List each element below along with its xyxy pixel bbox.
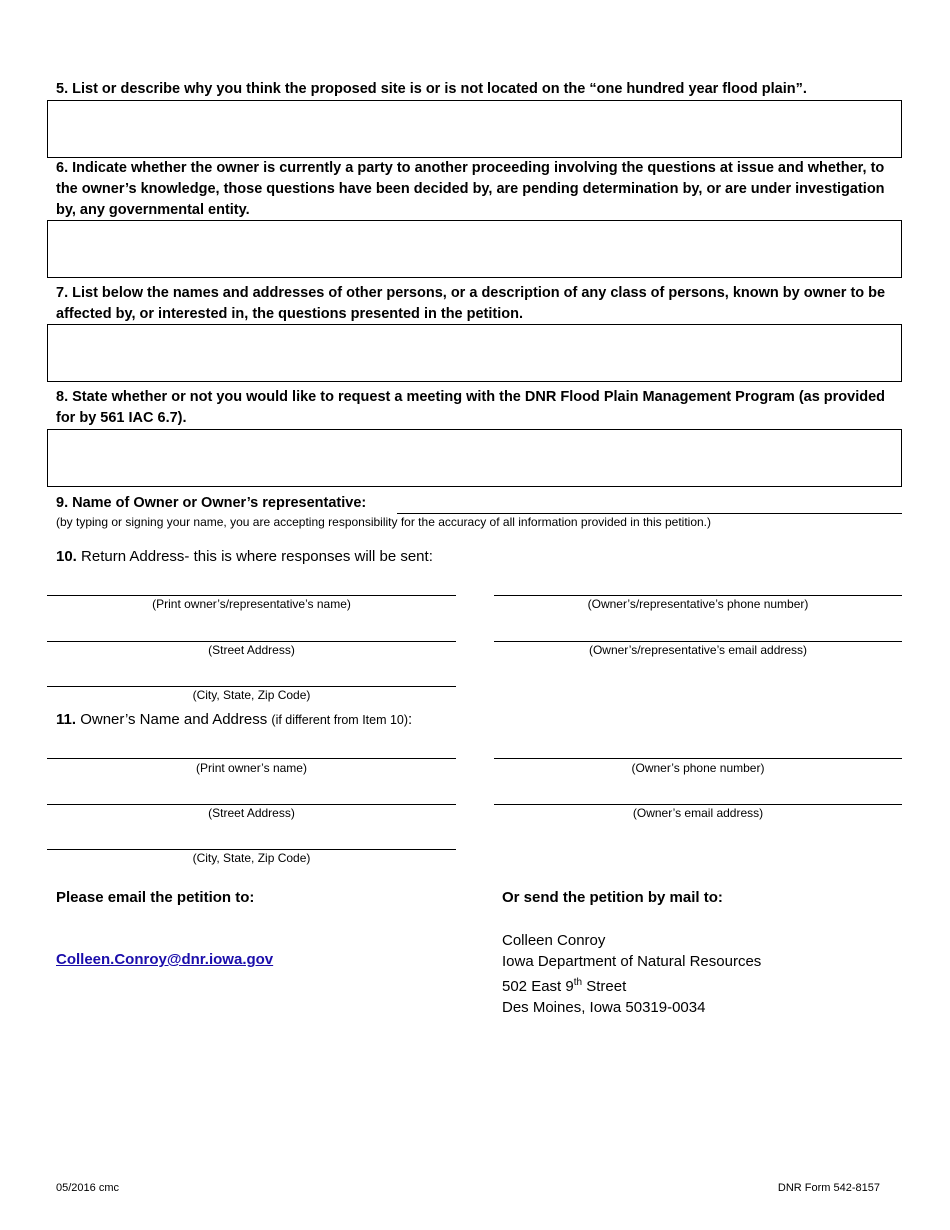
item-11-email-line[interactable] <box>494 804 902 805</box>
footer-date: 05/2016 cmc <box>56 1182 119 1194</box>
email-link-wrapper <box>56 951 273 969</box>
question-7-label: 7. List below the names and addresses of other persons, or a description of any class of persons, known by owner to be affected by, or interested in, the questions presented in the petition. <box>56 285 886 322</box>
question-6-label: 6. Indicate whether the owner is currently a party to another proceeding involving the questions at issue and whether, to the owner’s knowledge, those questions have been decided by, are pending determination by, or are under investigation by, any governmental entity. <box>56 160 885 218</box>
question-6-answer-box[interactable] <box>47 220 902 278</box>
question-5-answer-box[interactable] <box>47 100 902 158</box>
item-10-label: Return Address- this is where responses will be sent: <box>81 548 433 565</box>
item-11-name-caption: (Print owner’s name) <box>196 761 307 775</box>
item-10-street-caption: (Street Address) <box>208 643 295 657</box>
item-10-name-caption: (Print owner’s/representative’s name) <box>152 597 351 611</box>
item-11-label: Owner’s Name and Address <box>80 711 268 728</box>
item-10-heading <box>56 548 433 565</box>
footer-form-number: DNR Form 542-8157 <box>777 1182 880 1194</box>
item-11-name-line[interactable] <box>47 758 456 759</box>
item-10-number: 10. <box>56 548 77 565</box>
item-11-city-line[interactable] <box>47 849 456 850</box>
item-11-note: (if different from Item 10) <box>271 713 409 727</box>
item-10-city-line[interactable] <box>47 686 456 687</box>
item-11-colon: : <box>408 711 413 728</box>
item-10-phone-caption: (Owner’s/representative’s phone number) <box>587 597 809 611</box>
mail-street-number: 502 East 9 <box>502 978 574 995</box>
question-7-answer-box[interactable] <box>47 324 902 382</box>
mail-org: Iowa Department of Natural Resources <box>502 953 762 970</box>
item-11-email-caption: (Owner’s email address) <box>632 806 764 820</box>
mail-street <box>502 972 761 997</box>
email-heading: Please email the petition to: <box>56 889 255 906</box>
question-9-note: (by typing or signing your name, you are accepting responsibility for the accuracy of all information provided in this petition.) <box>56 515 712 529</box>
item-10-city-caption: (City, State, Zip Code) <box>192 688 311 702</box>
question-8-label: 8. State whether or not you would like to request a meeting with the DNR Flood Plain Management Program (as provided for by 561 IAC 6.7). <box>56 389 886 426</box>
owner-name-signature-line[interactable] <box>397 513 902 514</box>
mail-heading: Or send the petition by mail to: <box>502 889 723 906</box>
item-10-name-line[interactable] <box>47 595 456 596</box>
mailing-address <box>502 930 761 1018</box>
item-11-city-caption: (City, State, Zip Code) <box>192 851 311 865</box>
item-10-email-caption: (Owner’s/representative’s email address) <box>588 643 808 657</box>
email-link[interactable]: Colleen.Conroy@dnr.iowa.gov <box>56 951 274 968</box>
mail-street-rest: Street <box>582 978 627 995</box>
mail-name: Colleen Conroy <box>502 932 606 949</box>
item-11-street-line[interactable] <box>47 804 456 805</box>
mail-street-suffix: th <box>573 977 583 988</box>
question-9-label: 9. Name of Owner or Owner’s representative: <box>56 495 367 511</box>
question-5-label: 5. List or describe why you think the proposed site is or is not located on the “one hundred year flood plain”. <box>56 81 807 97</box>
item-11-number: 11. <box>56 711 77 728</box>
item-11-street-caption: (Street Address) <box>208 806 295 820</box>
mail-city: Des Moines, Iowa 50319-0034 <box>502 999 706 1016</box>
item-11-phone-line[interactable] <box>494 758 902 759</box>
item-10-street-line[interactable] <box>47 641 456 642</box>
item-11-phone-caption: (Owner’s phone number) <box>631 761 765 775</box>
item-11-heading <box>56 711 412 728</box>
question-8-answer-box[interactable] <box>47 429 902 487</box>
item-10-phone-line[interactable] <box>494 595 902 596</box>
item-10-email-line[interactable] <box>494 641 902 642</box>
